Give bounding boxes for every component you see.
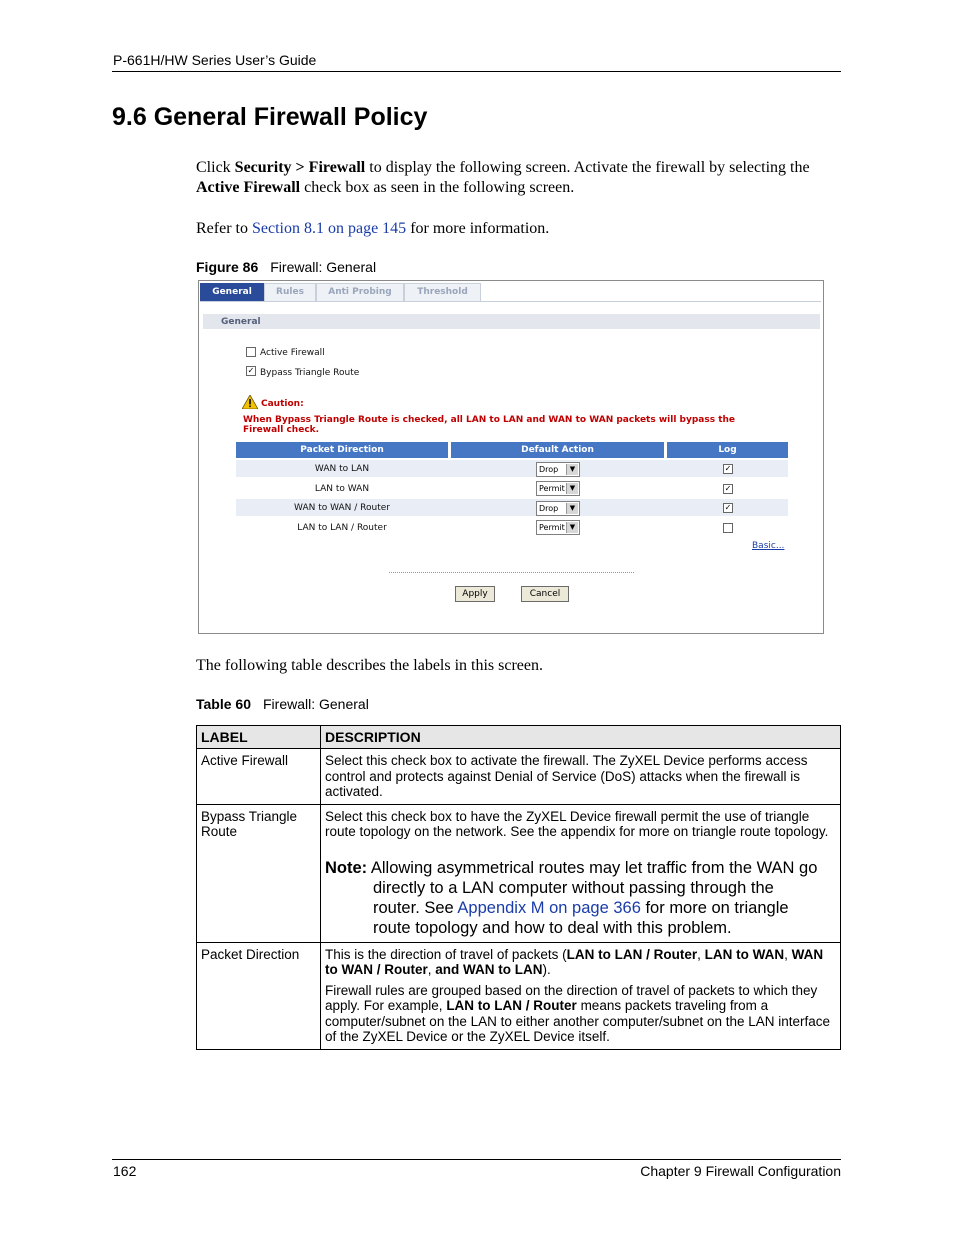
desc-text: ). [542, 962, 551, 977]
active-firewall-term: Active Firewall [196, 179, 301, 196]
packet-direction: LAN to WAN [314, 484, 370, 494]
note-block [325, 858, 836, 938]
caution-line: When Bypass Triangle Route is checked, all LAN to LAN and WAN to WAN packets will bypass the [243, 415, 736, 425]
apply-button[interactable]: Apply [455, 586, 495, 602]
note-text: Allowing asymmetrical routes may let traffic from the WAN go [370, 858, 818, 877]
table-number: Table 60 [196, 696, 251, 712]
intro-paragraph [196, 158, 841, 198]
section-link[interactable]: Section 8.1 on page 145 [251, 220, 407, 237]
desc-term: and WAN to LAN [435, 962, 543, 977]
log-checkbox[interactable]: ✓ [724, 464, 732, 473]
col-log: Log [667, 442, 788, 458]
table-header-row [197, 726, 841, 749]
row-label: Active Firewall [197, 749, 321, 805]
description-table [196, 725, 841, 1050]
chapter-title: Chapter 9 Firewall Configuration [640, 1163, 841, 1179]
chevron-down-icon: ▼ [566, 464, 578, 475]
action-value: Permit [539, 523, 565, 532]
note-label: Note: [325, 858, 368, 877]
packet-direction-desc [325, 947, 836, 978]
caution-title: Caution: [261, 399, 304, 409]
menu-path: Security > Firewall [234, 159, 366, 176]
desc-text: , [784, 946, 792, 962]
firewall-screenshot [198, 280, 824, 634]
intro-text: Click [196, 159, 235, 176]
table-intro: The following table describes the labels in this screen. [196, 657, 544, 674]
chevron-down-icon: ▼ [566, 503, 578, 514]
running-header: P-661H/HW Series User’s Guide [113, 52, 317, 68]
tab-anti-probing[interactable]: Anti Probing [316, 283, 404, 302]
table-row [197, 804, 841, 942]
action-select[interactable] [536, 462, 580, 477]
section-bar [203, 314, 820, 329]
table-caption [196, 696, 369, 712]
active-firewall-label: Active Firewall [260, 348, 325, 358]
row-description [321, 942, 841, 1049]
action-value: Permit [539, 484, 565, 493]
bypass-triangle-checkbox[interactable]: ✓ [247, 366, 255, 375]
label-header: LABEL [197, 726, 321, 749]
basic-link[interactable]: Basic... [752, 541, 785, 551]
desc-text: means packets traveling from a computer/subnet on the LAN to either another computer/subnet on the LAN interface of the ZyXEL Device or the ZyXEL Device itself. [325, 998, 831, 1044]
appendix-link[interactable]: Appendix M on page 366 [457, 898, 641, 917]
caution-line: Firewall check. [243, 425, 320, 435]
row-label: Packet Direction [197, 942, 321, 1049]
row-label: Bypass Triangle Route [197, 804, 321, 942]
desc-term: LAN to LAN / Router [446, 998, 577, 1013]
desc-text: Firewall rules are grouped based on the direction of travel of packets to which they apply. For example, [325, 982, 818, 1013]
row-description: Select this check box to activate the firewall. The ZyXEL Device performs access control and protects against Denial of Service (DoS) attacks when the firewall is activated. [321, 749, 841, 805]
cancel-button[interactable]: Cancel [521, 586, 569, 602]
note-text: directly to a LAN computer without passing through the [373, 878, 774, 897]
description-header: DESCRIPTION [321, 726, 841, 749]
log-checkbox[interactable]: ✓ [724, 484, 732, 493]
footer-rule [112, 1159, 841, 1160]
packet-direction: WAN to WAN / Router [294, 503, 390, 513]
action-value: Drop [539, 465, 559, 474]
bypass-description: Select this check box to have the ZyXEL Device firewall permit the use of triangle route topology on the network. See the appendix for more on triangle route topology. [325, 808, 829, 839]
table-row [197, 749, 841, 805]
figure-number: Figure 86 [196, 259, 259, 275]
figure-title: Firewall: General [270, 259, 377, 275]
tab-general[interactable]: General [200, 283, 264, 302]
section-label: General [221, 317, 261, 327]
desc-text: , [427, 962, 436, 977]
action-select[interactable] [536, 520, 580, 535]
col-default-action: Default Action [451, 442, 664, 458]
desc-term: LAN to WAN [704, 946, 785, 962]
refer-text: Refer to [196, 220, 252, 237]
packet-direction-desc [325, 983, 836, 1045]
desc-text: , [697, 946, 705, 962]
warning-triangle-icon [242, 395, 258, 409]
desc-term: WAN to WAN / Router [325, 946, 824, 977]
action-select[interactable] [536, 481, 580, 496]
action-value: Drop [539, 504, 559, 513]
dotted-divider [389, 572, 634, 573]
packet-direction: LAN to LAN / Router [297, 523, 387, 533]
col-packet-direction: Packet Direction [236, 442, 448, 458]
packet-direction: WAN to LAN [314, 464, 370, 474]
page-number: 162 [113, 1163, 137, 1179]
row-description [321, 804, 841, 942]
action-select[interactable] [536, 501, 580, 516]
active-firewall-checkbox[interactable] [246, 347, 256, 357]
chevron-down-icon: ▼ [566, 522, 578, 533]
log-checkbox[interactable]: ✓ [724, 503, 732, 512]
bypass-triangle-label: Bypass Triangle Route [260, 368, 360, 378]
tab-threshold[interactable]: Threshold [404, 283, 481, 302]
note-text: router. See [373, 898, 458, 917]
tab-strip-divider [200, 301, 821, 302]
section-title: 9.6 General Firewall Policy [112, 103, 428, 131]
tab-rules[interactable]: Rules [264, 283, 316, 302]
note-text: route topology and how to deal with this problem. [373, 918, 732, 937]
header-rule [112, 71, 841, 72]
chevron-down-icon: ▼ [566, 483, 578, 494]
refer-paragraph [196, 219, 841, 239]
log-checkbox[interactable] [723, 523, 733, 533]
refer-text: for more information. [406, 220, 550, 237]
table-row [197, 942, 841, 1049]
intro-text: check box as seen in the following screen. [300, 179, 575, 196]
intro-text: to display the following screen. Activate the firewall by selecting the [365, 159, 810, 176]
table-title: Firewall: General [263, 696, 369, 712]
note-text: for more on triangle [640, 898, 789, 917]
desc-term: LAN to LAN / Router [566, 946, 698, 962]
figure-caption [196, 259, 376, 275]
desc-text: This is the direction of travel of packets ( [325, 946, 567, 962]
